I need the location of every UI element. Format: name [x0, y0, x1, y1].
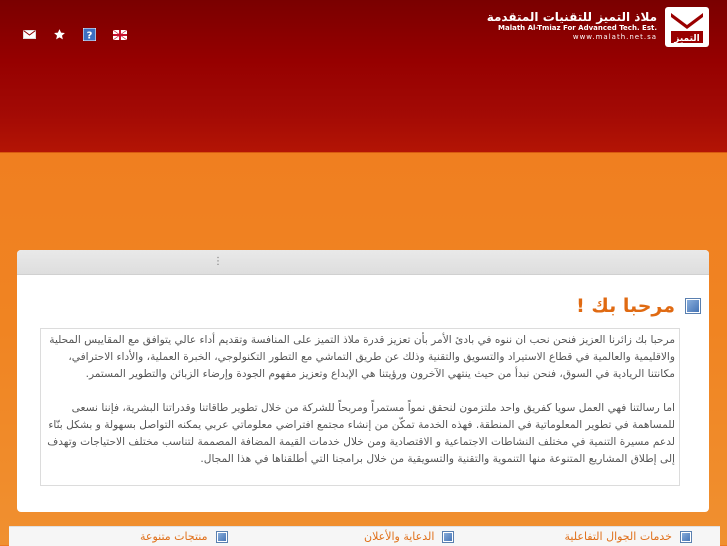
- grip-handle-icon[interactable]: ⋮: [213, 256, 223, 267]
- help-icon[interactable]: [82, 27, 97, 42]
- logo-arabic-name: ملاذ التميز للتقنيات المتقدمة: [486, 10, 657, 24]
- star-icon[interactable]: [52, 27, 67, 42]
- welcome-paragraph-2: اما رسالتنا فهي العمل سويا كفريق واحد ملتزمون لنحقق نمواً مستمراً ومربحاً للشركة من خلال تطوير طاقاتنا وقدراتنا البشرية، فإننا نسعى للمساهمة في تطوير المعلوماتية في المنطقة. فهذه الخدمة تمكّن من إنشاء مجتمع افتراضي معلوماتي عربي يمكنه التواصل بسهولة و بشكل بنّاء لدعم مسيرة التنمية في مختلف النشاطات الاجتماعية و الاقتصادية ومن خلال خدمات القيمة المضافة المصممة لتناسب مختلف الاحتياجات وتهدف إلى إطلاق المشاريع المتنوعة منها التنموية والتقنية والتسويقية من خلال برامجنا التي أطلقناها في هذا المجال.: [47, 402, 675, 465]
- top-icons: [22, 27, 127, 42]
- service-label: الدعاية والأعلان: [364, 530, 435, 543]
- service-bullet-icon: [680, 531, 692, 543]
- logo-url: www.malath.net.sa: [572, 33, 657, 41]
- services-bar: [9, 526, 720, 546]
- service-bullet-icon: [442, 531, 454, 543]
- welcome-paragraph-1: مرحبا بك زائرنا العزيز فنحن نحب ان ننوه في بادئ الأمر بأن تعزيز قدرة ملاذ التميز على المنافسة وتقديم أداء عالي يتوافق مع المقاييس المحلية والاقليمية والعالمية في قطاع الاستيراد والتسويق والتقنية وذلك عن طريق التماشي مع التطور التكنولوجي، الخبرة العملية، والأداء الاحترافي، مكانتنا الريادية في السوق، فنحن نبدأ من حيث ينتهي الآخرون ورؤيتنا هي الإبداع وتعزيز مفهوم الجودة وإرضاء الزبائن والتطوير المستمر.: [49, 334, 675, 380]
- welcome-text-box: [40, 328, 680, 486]
- logo[interactable]: [665, 7, 709, 47]
- logo-english-name: Malath Al-Tmiaz For Advanced Tech. Est.: [498, 24, 657, 32]
- site-header: [0, 0, 727, 153]
- svg-text:?: ?: [86, 30, 93, 41]
- logo-text: [487, 10, 657, 42]
- service-link-mobile[interactable]: [565, 530, 692, 543]
- service-bullet-icon: [216, 531, 228, 543]
- service-link-advertising[interactable]: [364, 530, 454, 543]
- section-bullet-icon: [685, 298, 701, 314]
- welcome-heading: [576, 295, 701, 317]
- service-label: منتجات متنوعة: [140, 530, 208, 543]
- card-toolbar: [17, 250, 709, 275]
- service-link-products[interactable]: [140, 530, 228, 543]
- service-label: خدمات الجوال التفاعلية: [564, 530, 672, 543]
- mail-icon[interactable]: [22, 27, 37, 42]
- welcome-card: [17, 250, 709, 512]
- logo-mark-text: التميز: [674, 34, 700, 44]
- welcome-title: مرحبا بك !: [576, 295, 675, 317]
- english-flag-icon[interactable]: [112, 27, 127, 42]
